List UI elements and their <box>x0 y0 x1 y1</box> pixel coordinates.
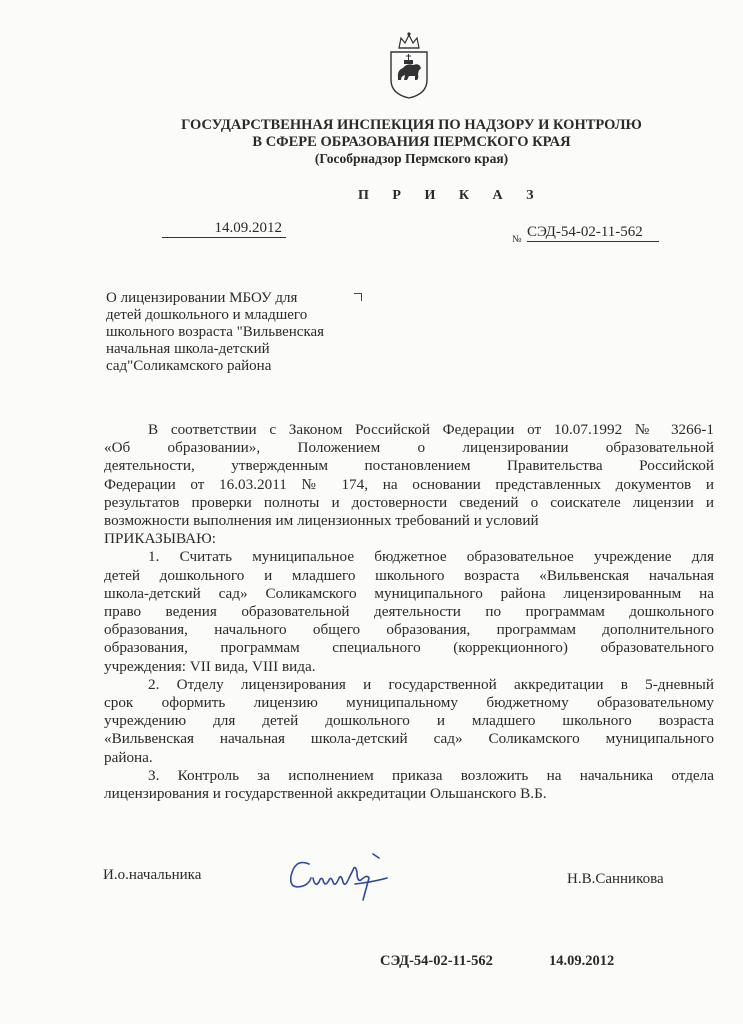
registration-number: СЭД-54-02-11-562 <box>380 953 493 969</box>
preamble-line: деятельности, утвержденным постановлением Правительства Российской <box>104 457 714 475</box>
item-1-line: право ведения образовательной деятельности по программам дошкольного <box>104 603 714 621</box>
handwritten-signature <box>283 848 393 906</box>
organization-short-name: (Гособрнадзор Пермского края) <box>314 151 509 166</box>
item-3-line: лицензирования и государственной аккредитации Ольшанского В.Б. <box>104 785 547 803</box>
item-1-line: школа-детский сад» Соликамского муниципального района лицензированным на <box>104 584 714 602</box>
organization-name-line-2: В СФЕРЕ ОБРАЗОВАНИЯ ПЕРМСКОГО КРАЯ <box>252 134 571 150</box>
preamble-line: Федерации от 16.03.2011 № 174, на основании представленных документов и <box>104 475 714 493</box>
orders-heading: ПРИКАЗЫВАЮ: <box>104 530 216 548</box>
item-2-line: учреждению для детей дошкольного и младшего школьного возраста <box>104 712 714 730</box>
order-date: 14.09.2012 <box>162 220 286 238</box>
subject-line: сад"Соликамского района <box>106 358 272 374</box>
subject-line: начальная школа-детский <box>106 341 270 357</box>
subject-corner-mark <box>354 293 362 301</box>
item-1-line: образования, начального общего образования, программам дополнительного <box>104 621 714 639</box>
item-3-line: 3. Контроль за исполнением приказа возложить на начальника отдела <box>148 766 714 784</box>
subject-line: школьного возраста "Вильвенская <box>106 324 325 340</box>
preamble-line: результатов проверки полноты и достоверности сведений о соискателе лицензии и <box>104 493 714 511</box>
preamble-line: «Об образовании», Положением о лицензировании образовательной <box>104 439 714 457</box>
perm-krai-coat-of-arms-icon <box>385 30 433 100</box>
document-title: П Р И К А З <box>358 188 544 203</box>
order-body <box>104 421 714 803</box>
item-2-line: «Вильвенская начальная школа-детский сад» Соликамского муниципального <box>104 730 714 748</box>
item-2-line: срок оформить лицензию муниципальному бюджетному образовательному <box>104 694 714 712</box>
signatory-name: Н.В.Санникова <box>567 871 664 887</box>
item-2-line: района. <box>104 748 153 766</box>
signatory-role: И.о.начальника <box>103 867 202 883</box>
registration-date: 14.09.2012 <box>549 953 615 969</box>
item-1-line: образования, программам специального (коррекционного) образовательного <box>104 639 714 657</box>
subject-line: детей дошкольного и младшего <box>106 307 308 323</box>
item-2-line: 2. Отделу лицензирования и государственной аккредитации в 5-дневный <box>148 675 714 693</box>
number-sign: № <box>512 234 522 245</box>
item-1-line: 1. Считать муниципальное бюджетное образовательное учреждение для <box>148 548 714 566</box>
organization-name-line-1: ГОСУДАРСТВЕННАЯ ИНСПЕКЦИЯ ПО НАДЗОРУ И КОНТРОЛЮ <box>181 117 642 133</box>
preamble-line: В соответствии с Законом Российской Федерации от 10.07.1992 № 3266-1 <box>148 421 714 438</box>
order-subject <box>106 290 376 375</box>
item-1-line: учреждения: VII вида, VIII вида. <box>104 657 316 675</box>
item-1-line: детей дошкольного и младшего школьного возраста «Вильвенская начальная <box>104 566 714 584</box>
subject-line: О лицензировании МБОУ для <box>106 290 298 306</box>
order-number: СЭД-54-02-11-562 <box>527 224 659 242</box>
preamble-line: возможности выполнения им лицензионных требований и условий <box>104 512 539 530</box>
